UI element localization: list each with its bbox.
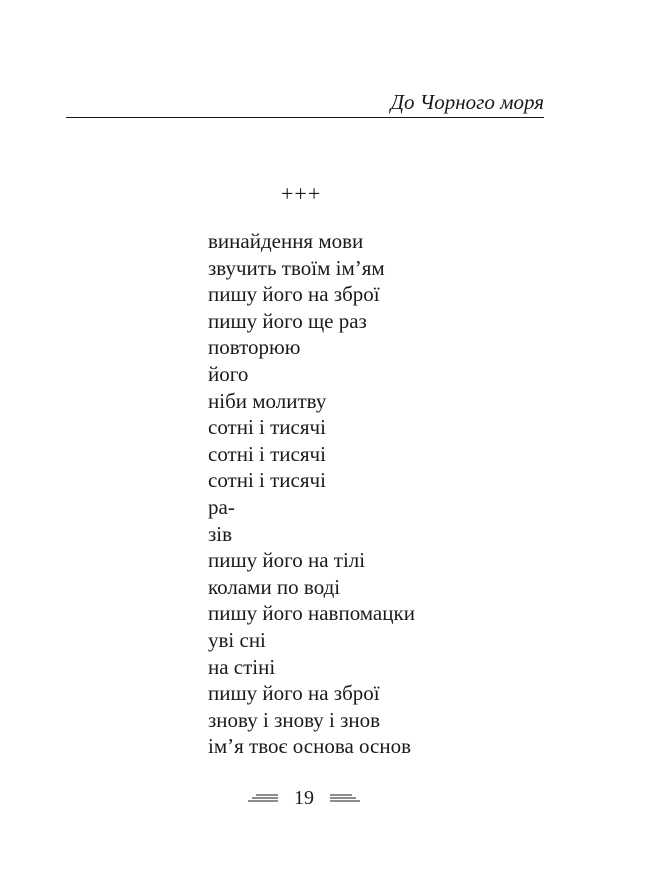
poem-line: його [208, 361, 249, 386]
poem-line: знову і знову і знов [208, 707, 381, 732]
folio-ornament-left-icon [248, 793, 278, 803]
poem-line: пишу його на зброї [208, 282, 380, 307]
poem-line: сотні і тисячі [208, 468, 326, 493]
poem-line: зів [208, 521, 233, 546]
page-number: 19 [294, 787, 314, 809]
poem-line: ра- [208, 494, 235, 519]
poem-line: звучить твоїм ім’ям [208, 255, 385, 280]
poem-line: ім’я твоє основа основ [208, 734, 412, 759]
poem-line: сотні і тисячі [208, 415, 326, 440]
poem-line: пишу його навпомацки [208, 601, 415, 626]
poem-line: пишу його ще раз [208, 308, 367, 333]
running-header [66, 88, 544, 118]
poem-line: пишу його на тілі [208, 548, 366, 573]
header-rule [66, 117, 544, 118]
section-mark: +++ [281, 181, 322, 206]
poem-line: винайдення мови [208, 229, 364, 253]
poem-line: уві сні [208, 627, 266, 652]
poem-line: на стіні [208, 654, 276, 679]
poem-line: колами по воді [208, 574, 341, 599]
folio [248, 786, 360, 810]
poem-line: повторюю [208, 335, 301, 360]
poem-line: ніби молитву [208, 388, 327, 413]
poem-line: сотні і тисячі [208, 441, 326, 466]
poem-line: пишу його на зброї [208, 681, 380, 706]
poem [208, 228, 415, 760]
running-title: До Чорного моря [390, 90, 544, 114]
folio-ornament-right-icon [330, 793, 360, 803]
